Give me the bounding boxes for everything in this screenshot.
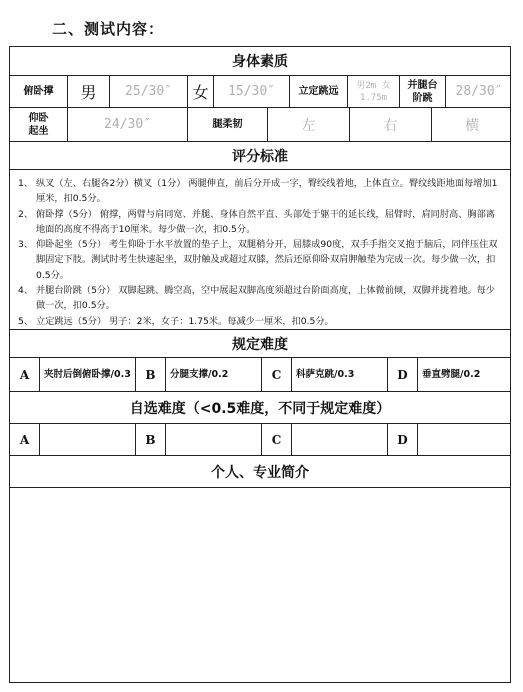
optional-letter-d: D [388,424,418,455]
bench-jump-label: 并腿台 阶跳 [400,76,446,107]
optional-input-d[interactable] [418,424,512,455]
optional-title: 自选难度（<0.5难度，不同于规定难度） [129,400,391,417]
optional-input-b[interactable] [166,424,262,455]
criteria-body [10,170,510,330]
required-letter-b: B [136,358,166,391]
optional-input-c[interactable] [292,424,388,455]
optional-letter-b: B [136,424,166,455]
section-heading: 二、测试内容： [52,20,165,38]
flexibility-label: 腿柔韧 [188,108,268,141]
physical-title: 身体素质 [232,54,288,70]
situp-label: 仰卧 起坐 [10,108,68,141]
required-item-d: 垂直劈腿/0.2 [422,368,481,380]
required-row [10,358,510,392]
standing-jump-value[interactable]: 男2m 女 1.75m [348,76,400,107]
flex-left-value[interactable]: 左 [268,108,350,141]
female-pushup-score[interactable]: 15/30″ [214,76,290,107]
test-content-form [9,46,511,683]
required-letter-c: C [262,358,292,391]
required-item-b: 分腿支撑/0.2 [166,358,262,391]
required-title-row [10,330,510,358]
physical-row-1 [10,76,510,108]
criteria-title: 评分标准 [232,148,288,165]
criteria-item-5: 5、 立定跳远（5分） 男子：2米，女子：1.75米。每减少一厘米，扣0.5分。 [18,315,334,327]
required-title: 规定难度 [232,336,288,353]
optional-input-a[interactable] [40,424,136,455]
criteria-item-3: 3、 仰卧起坐（5分） 考生仰卧于水平放置的垫子上，双腿稍分开，屈膝成90度，双手手指交叉抱于脑后，同伴压住双脚固定下肢。测试时考生快速起坐，双肘触及或超过双膝，然后还原仰卧双肩胛触垫为完成一次。每少做一次，扣0.5分。 [18,239,498,281]
female-label: 女 [188,76,214,107]
standing-jump-label: 立定跳远 [290,76,348,107]
criteria-item-1: 1、 纵叉（左、右腿各2分）横叉（1分） 两腿伸直，前后分开成一字，臀绞线着地，上体直立。臀纹线距地面每增加1厘米，扣0.5分。 [18,178,498,205]
required-item-a: 夹肘后倒俯卧撑/0.3 [40,358,136,391]
optional-letter-c: C [262,424,292,455]
male-label: 男 [68,76,110,107]
criteria-item-2: 2、 俯卧撑（5分） 俯撑，两臂与肩同宽、并腿、身体自然平直、头部处于躯干的延长线，屈臂时，肩同肘高、胸部离地面的高度不得高于10厘米。每少做一次，扣0.5分。 [18,208,495,235]
criteria-item-4: 4、 并腿台阶跳（5分） 双脚起跳、腾空高，空中展起双脚高度须超过台阶面高度，上体微前倾，双脚并拢着地。每少做一次，扣0.5分。 [18,285,495,312]
male-pushup-score[interactable]: 25/30″ [110,76,188,107]
profile-title-row [10,456,510,488]
required-letter-d: D [388,358,418,391]
bench-jump-score[interactable]: 28/30″ [455,84,503,99]
required-item-c: 科萨克跳/0.3 [292,358,388,391]
optional-row [10,424,510,456]
physical-row-2 [10,108,510,142]
flex-right-value[interactable]: 右 [350,108,432,141]
required-letter-a: A [10,358,40,391]
physical-title-row [10,47,510,76]
pushup-label: 俯卧撑 [10,76,68,107]
optional-title-row [10,392,510,424]
profile-body[interactable] [10,488,510,682]
optional-letter-a: A [10,424,40,455]
criteria-title-row [10,142,510,170]
profile-title: 个人、专业简介 [211,464,309,481]
situp-score[interactable]: 24/30″ [68,108,188,141]
flex-horizontal-value[interactable]: 横 [465,117,479,134]
